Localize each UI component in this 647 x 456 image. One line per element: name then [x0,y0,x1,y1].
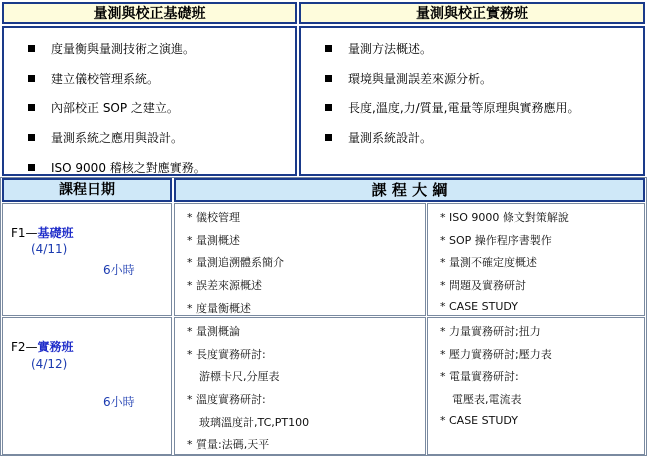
bullet-square-icon [325,104,332,111]
bullet-square-icon [325,75,332,82]
list-item: * 量測不確定度概述 [440,256,537,269]
list-item: 度量衡與量測技術之演進。 [28,40,195,57]
course-date: (4/11) [31,242,68,256]
list-item: * 誤差來源概述 [187,279,262,292]
list-item: ISO 9000 稽核之對應實務。 [28,159,206,176]
list-item: * 電量實務研討: [440,370,519,383]
bullet-square-icon [28,45,35,52]
course-code: F2—實務班 [11,340,74,354]
list-item: * 量測概述 [187,234,240,247]
list-item: * CASE STUDY [440,300,518,313]
list-item: 玻璃溫度計,TC,PT100 [199,416,310,429]
syllabus-cell-f1-left [174,203,426,316]
list-item: 游標卡尺,分厘表 [199,370,280,383]
list-item: * 質量:法碼,天平 [187,438,270,451]
list-item: * 量測概論 [187,325,240,338]
basic-course-panel [2,26,297,176]
course-date-header: 課程日期 [2,178,172,202]
list-item: 量測系統之應用與設計。 [28,129,183,146]
bullet-square-icon [325,45,332,52]
syllabus-cell-f2-right [427,317,645,455]
practical-course-title: 量測與校正實務班 [416,6,528,22]
bullet-square-icon [28,134,35,141]
date-cell-f1 [2,203,172,316]
list-item: * 儀校管理 [187,211,240,224]
list-item: * CASE STUDY [440,414,518,427]
date-cell-f2 [2,317,172,455]
list-item: 電壓表,電流表 [452,393,522,406]
list-item: * 量測追溯體系簡介 [187,256,284,269]
course-code: F1—基礎班 [11,226,74,240]
bullet-square-icon [28,75,35,82]
course-hours: 6小時 [103,395,135,409]
list-item: * 力量實務研討;扭力 [440,325,541,338]
list-item: * 長度實務研討: [187,348,266,361]
list-item: 量測系統設計。 [325,129,432,146]
bullet-square-icon [325,134,332,141]
basic-course-header [2,2,297,24]
list-item: 量測方法概述。 [325,40,432,57]
list-item: 環境與量測誤差來源分析。 [325,70,492,87]
list-item: * 溫度實務研討: [187,393,266,406]
list-item: 內部校正 SOP 之建立。 [28,99,179,116]
list-item: * 壓力實務研討;壓力表 [440,348,552,361]
syllabus-cell-f2-left [174,317,426,455]
list-item: * ISO 9000 條文對策解說 [440,211,569,224]
syllabus-header: 課 程 大 綱 [174,178,645,202]
syllabus-cell-f1-right [427,203,645,316]
course-hours: 6小時 [103,263,135,277]
course-date: (4/12) [31,357,68,371]
bullet-square-icon [28,104,35,111]
practical-course-panel [299,26,645,176]
bullet-square-icon [28,164,35,171]
list-item: * 問題及實務研討 [440,279,526,292]
list-item: 長度,溫度,力/質量,電量等原理與實務應用。 [325,99,580,116]
list-item: * 度量衡概述 [187,302,251,315]
practical-course-header [299,2,645,24]
list-item: * SOP 操作程序書製作 [440,234,552,247]
basic-course-title: 量測與校正基礎班 [93,6,206,22]
list-item: 建立儀校管理系統。 [28,70,159,87]
